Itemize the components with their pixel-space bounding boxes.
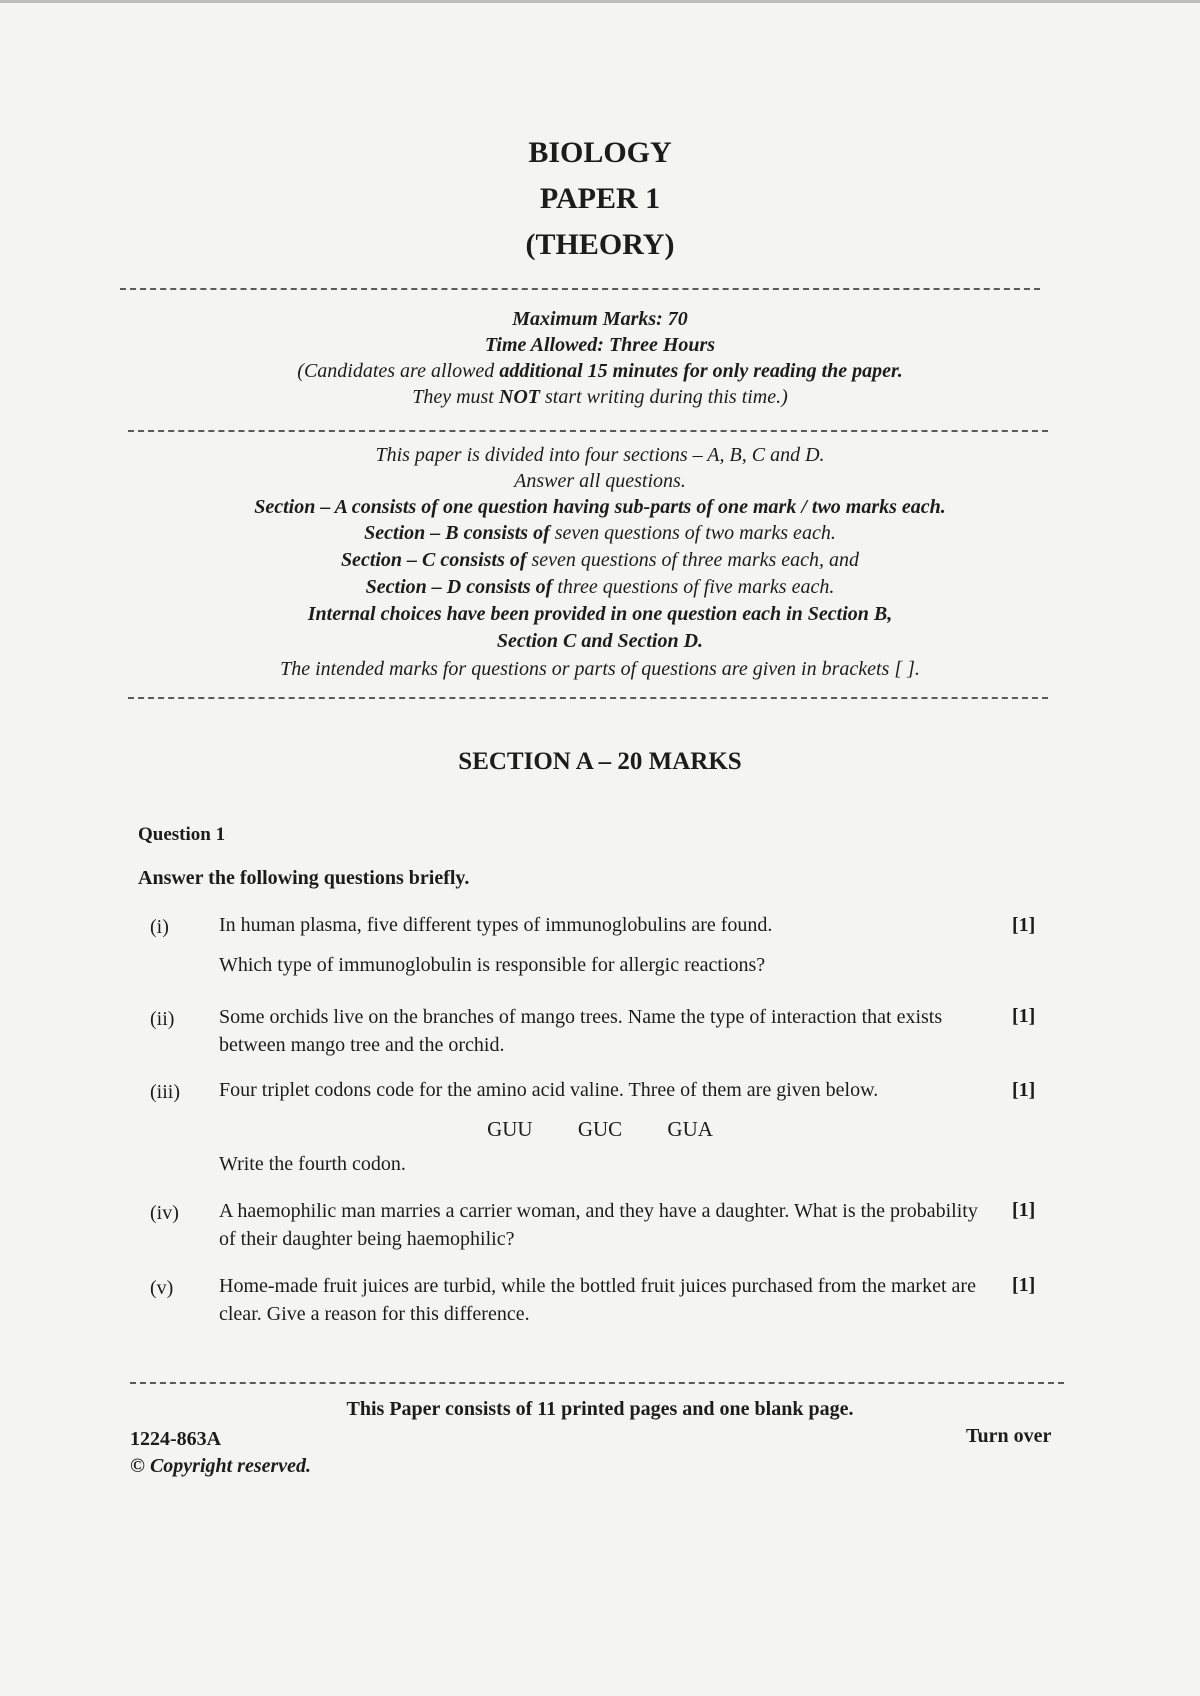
paper-code: 1224-863A [130,1428,222,1450]
instruction-line-1: This paper is divided into four sections – A, B, C and D. [375,444,825,466]
paper-title: PAPER 1 [539,182,661,215]
time-allowed: Time Allowed: Three Hours [484,334,716,356]
divider-top [120,288,1040,290]
question-label: Question 1 [138,824,226,845]
codon: GUA [667,1117,713,1141]
divider-footer [130,1382,1064,1384]
instruction-line-8: Section C and Section D. [496,630,704,652]
instruction-line-7: Internal choices have been provided in one question each in Section B, [307,603,893,625]
reading-time-note: (Candidates are allowed additional 15 minutes for only reading the paper. [297,360,903,382]
item-number: (iii) [150,1081,180,1103]
item-text: Some orchids live on the branches of mango trees. Name the type of interaction that exists between mango tree and the orchid. [219,1006,943,1056]
item-text-continued: Write the fourth codon. [219,1153,406,1175]
item-text-continued: Which type of immunoglobulin is responsible for allergic reactions? [219,954,766,976]
item-mark: [1] [1012,1199,1036,1221]
divider-bottom [128,697,1048,699]
section-a-heading: SECTION A – 20 MARKS [458,748,742,775]
instruction-line-2: Answer all questions. [514,470,686,492]
item-number: (i) [150,916,169,938]
instruction-line-3: Section – A consists of one question having sub-parts of one mark / two marks each. [254,496,946,518]
item-number: (ii) [150,1008,175,1030]
question-instruction: Answer the following questions briefly. [138,867,470,889]
divider-middle [128,430,1048,432]
copyright-notice: © Copyright reserved. [130,1455,312,1477]
item-mark: [1] [1012,1079,1036,1101]
paper-type: (THEORY) [525,228,675,261]
turn-over-label: Turn over [966,1425,1052,1447]
item-mark: [1] [1012,914,1036,936]
item-number: (iv) [150,1202,179,1224]
item-text: Home-made fruit juices are turbid, while the bottled fruit juices purchased from the market are clear. Give a reason for this difference. [219,1275,976,1325]
instruction-line-5: Section – C consists of seven questions of three marks each, and [340,549,860,571]
item-text: A haemophilic man marries a carrier woman, and they have a daughter. What is the probability of their daughter being haemophilic? [219,1200,978,1250]
scan-edge [0,0,1200,3]
codon: GUU [487,1117,533,1141]
writing-restriction-note: They must NOT start writing during this time.) [412,386,788,408]
codon-list [0,1117,1200,1142]
item-text: Four triplet codons code for the amino acid valine. Three of them are given below. [219,1079,879,1101]
item-mark: [1] [1012,1274,1036,1296]
pages-note: This Paper consists of 11 printed pages and one blank page. [346,1398,854,1420]
item-text: In human plasma, five different types of immunoglobulins are found. [219,914,773,936]
codon: GUC [577,1117,623,1141]
subject-title: BIOLOGY [528,136,672,169]
instruction-line-4: Section – B consists of seven questions of two marks each. [364,522,836,544]
max-marks: Maximum Marks: 70 [512,308,688,330]
item-number: (v) [150,1277,174,1299]
instruction-line-9: The intended marks for questions or parts of questions are given in brackets [ ]. [280,658,920,680]
instruction-line-6: Section – D consists of three questions of five marks each. [365,576,835,598]
item-mark: [1] [1012,1005,1036,1027]
